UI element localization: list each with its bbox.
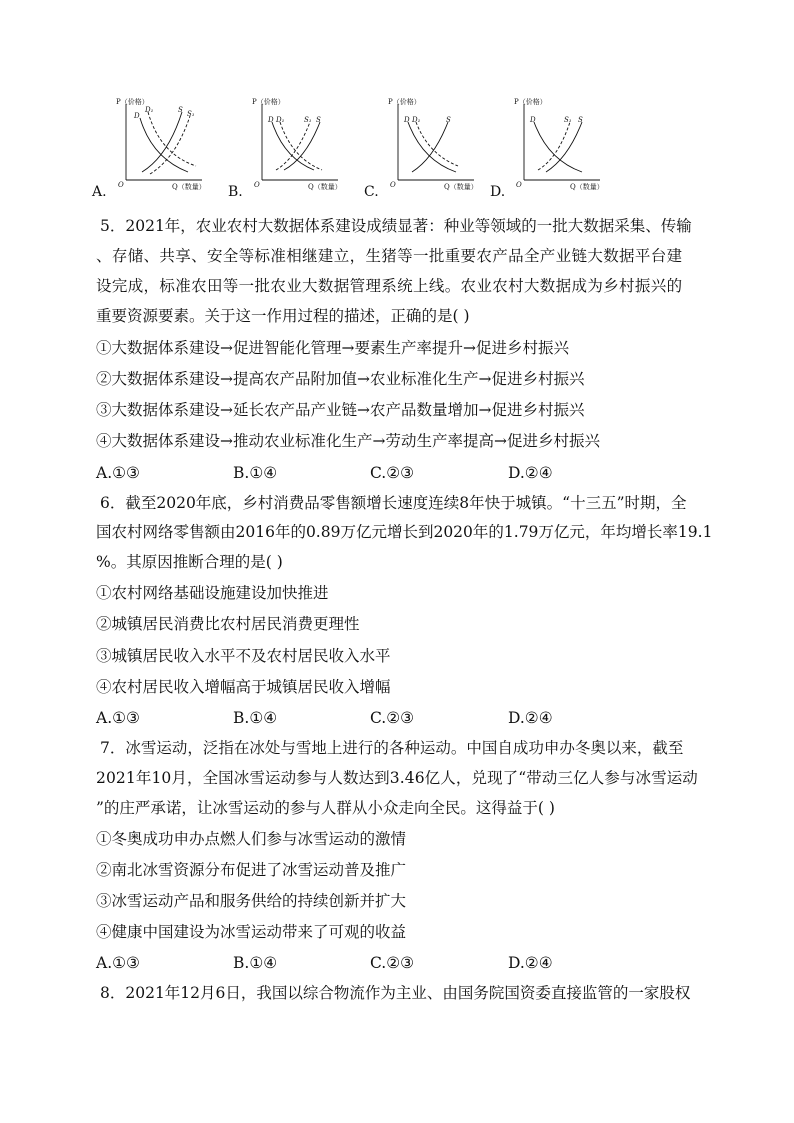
curve-label: D₁ (412, 116, 421, 124)
q6-option-d[interactable]: D.②④ (508, 709, 553, 727)
curve-label: S (316, 116, 321, 124)
supply-curve-s (412, 122, 448, 172)
quantity-axis-label: Q（数量） (444, 183, 478, 191)
q5-option-d[interactable]: D.②④ (508, 464, 553, 482)
q5-stem-line: 设完成，标准农田等一批农业大数据管理系统上线。农业农村大数据成为乡村振兴的 (96, 277, 683, 295)
supply-curve-s (546, 122, 582, 172)
curve-label: S₁ (304, 116, 312, 124)
curve-label: S (578, 116, 583, 124)
graph-option-letter: C. (364, 184, 379, 200)
graph-b (228, 96, 342, 200)
curve-label: S₁ (187, 110, 195, 118)
graph-c (364, 96, 478, 200)
origin-label: O (118, 181, 124, 189)
curve-label: D (268, 116, 274, 124)
q7-statement: ②南北冰雪资源分布促进了冰雪运动普及推广 (96, 861, 407, 879)
q7-statement: ①冬奥成功申办点燃人们参与冰雪运动的激情 (96, 830, 407, 848)
curve-label: D₁ (145, 106, 154, 114)
graph-option-letter: B. (228, 184, 243, 200)
q7-option-d[interactable]: D.②④ (508, 954, 553, 972)
quantity-axis-label: Q（数量） (570, 183, 604, 191)
q7-option-c[interactable]: C.②③ (370, 954, 415, 972)
q7-option-a[interactable]: A.①③ (96, 954, 140, 972)
origin-label: O (516, 181, 522, 189)
demand-curve-d (140, 118, 188, 172)
q6-statement: ③城镇居民收入水平不及农村居民收入水平 (96, 647, 391, 665)
graph-d (490, 96, 604, 200)
price-axis-label: P（价格） (252, 98, 285, 106)
curve-label: D (530, 116, 536, 124)
curve-label: D₁ (276, 116, 285, 124)
graph-a-plot (114, 96, 206, 191)
q7-statement: ④健康中国建设为冰雪运动带来了可观的收益 (96, 923, 407, 941)
origin-label: O (390, 181, 396, 189)
q5-stem-line: 5．2021年，农业农村大数据体系建设成绩显著：种业等领域的一批大数据采集、传输 (100, 217, 692, 235)
q7-option-b[interactable]: B.①④ (233, 954, 278, 972)
supply-demand-graphs (92, 96, 622, 206)
q6-stem-line: 6．截至2020年底，乡村消费品零售额增长速度连续8年快于城镇。“十三五”时期，全 (100, 494, 687, 512)
curve-label: D (134, 112, 140, 120)
q6-stem-line: 国农村网络零售额由2016年的0.89万亿元增长到2020年的1.79万亿元，年均增长率19.1 (96, 523, 713, 541)
graph-option-letter: D. (490, 184, 506, 200)
graph-a (92, 96, 206, 200)
q5-statement: ②大数据体系建设→提高农产品附加值→农业标准化生产→促进乡村振兴 (96, 370, 585, 388)
graph-c-plot (386, 96, 478, 191)
q5-option-a[interactable]: A.①③ (96, 464, 140, 482)
q6-stem-line: %。其原因推断合理的是( ) (96, 553, 283, 571)
supply-curve-s (284, 122, 320, 170)
supply-curve-s1 (276, 122, 310, 170)
supply-curve-s1 (150, 116, 190, 174)
q6-statement: ④农村居民收入增幅高于城镇居民收入增幅 (96, 678, 391, 696)
origin-label: O (254, 181, 260, 189)
price-axis-label: P（价格） (116, 98, 149, 106)
demand-curve-d (408, 122, 456, 172)
q7-stem-line: 7．冰雪运动，泛指在冰处与雪地上进行的各种运动。中国自成功申办冬奥以来，截至 (100, 739, 684, 757)
price-axis-label: P（价格） (514, 98, 547, 106)
q5-stem-line: 、存储、共享、安全等标准相继建立，生猪等一批重要农产品全产业链大数据平台建 (96, 247, 683, 265)
curve-label: S (446, 116, 451, 124)
graph-b-plot (250, 96, 342, 191)
curve-label: D (404, 116, 410, 124)
quantity-axis-label: Q（数量） (172, 183, 206, 191)
graph-option-letter: A. (92, 184, 107, 200)
q6-statement: ①农村网络基础设施建设加快推进 (96, 584, 329, 602)
curve-label: S₁ (564, 116, 572, 124)
quantity-axis-label: Q（数量） (308, 183, 342, 191)
q6-option-c[interactable]: C.②③ (370, 709, 415, 727)
q6-statement: ②城镇居民消费比农村居民消费更理性 (96, 615, 360, 633)
curve-label: S (178, 106, 183, 114)
q5-option-b[interactable]: B.①④ (233, 464, 278, 482)
graph-d-plot (512, 96, 604, 191)
supply-curve-s (142, 112, 182, 172)
price-axis-label: P（价格） (388, 98, 421, 106)
q8-stem-line: 8．2021年12月6日，我国以综合物流作为主业、由国务院国资委直接监管的一家股权 (100, 984, 691, 1002)
q7-stem-line: ”的庄严承诺，让冰雪运动的参与人群从小众走向全民。这得益于( ) (96, 799, 555, 817)
supply-curve-s1 (538, 122, 570, 170)
demand-curve-d (534, 122, 582, 172)
q6-option-b[interactable]: B.①④ (233, 709, 278, 727)
q5-statement: ③大数据体系建设→延长农产品产业链→农产品数量增加→促进乡村振兴 (96, 401, 585, 419)
q5-stem-line: 重要资源要素。关于这一作用过程的描述，正确的是( ) (96, 307, 470, 325)
q6-option-a[interactable]: A.①③ (96, 709, 140, 727)
q7-statement: ③冰雪运动产品和服务供给的持续创新并扩大 (96, 892, 407, 910)
q7-stem-line: 2021年10月，全国冰雪运动参与人数达到3.46亿人，兑现了“带动三亿人参与冰雪运动 (96, 769, 698, 787)
q5-statement: ①大数据体系建设→促进智能化管理→要素生产率提升→促进乡村振兴 (96, 339, 569, 357)
q5-option-c[interactable]: C.②③ (370, 464, 415, 482)
q5-statement: ④大数据体系建设→推动农业标准化生产→劳动生产率提高→促进乡村振兴 (96, 432, 600, 450)
